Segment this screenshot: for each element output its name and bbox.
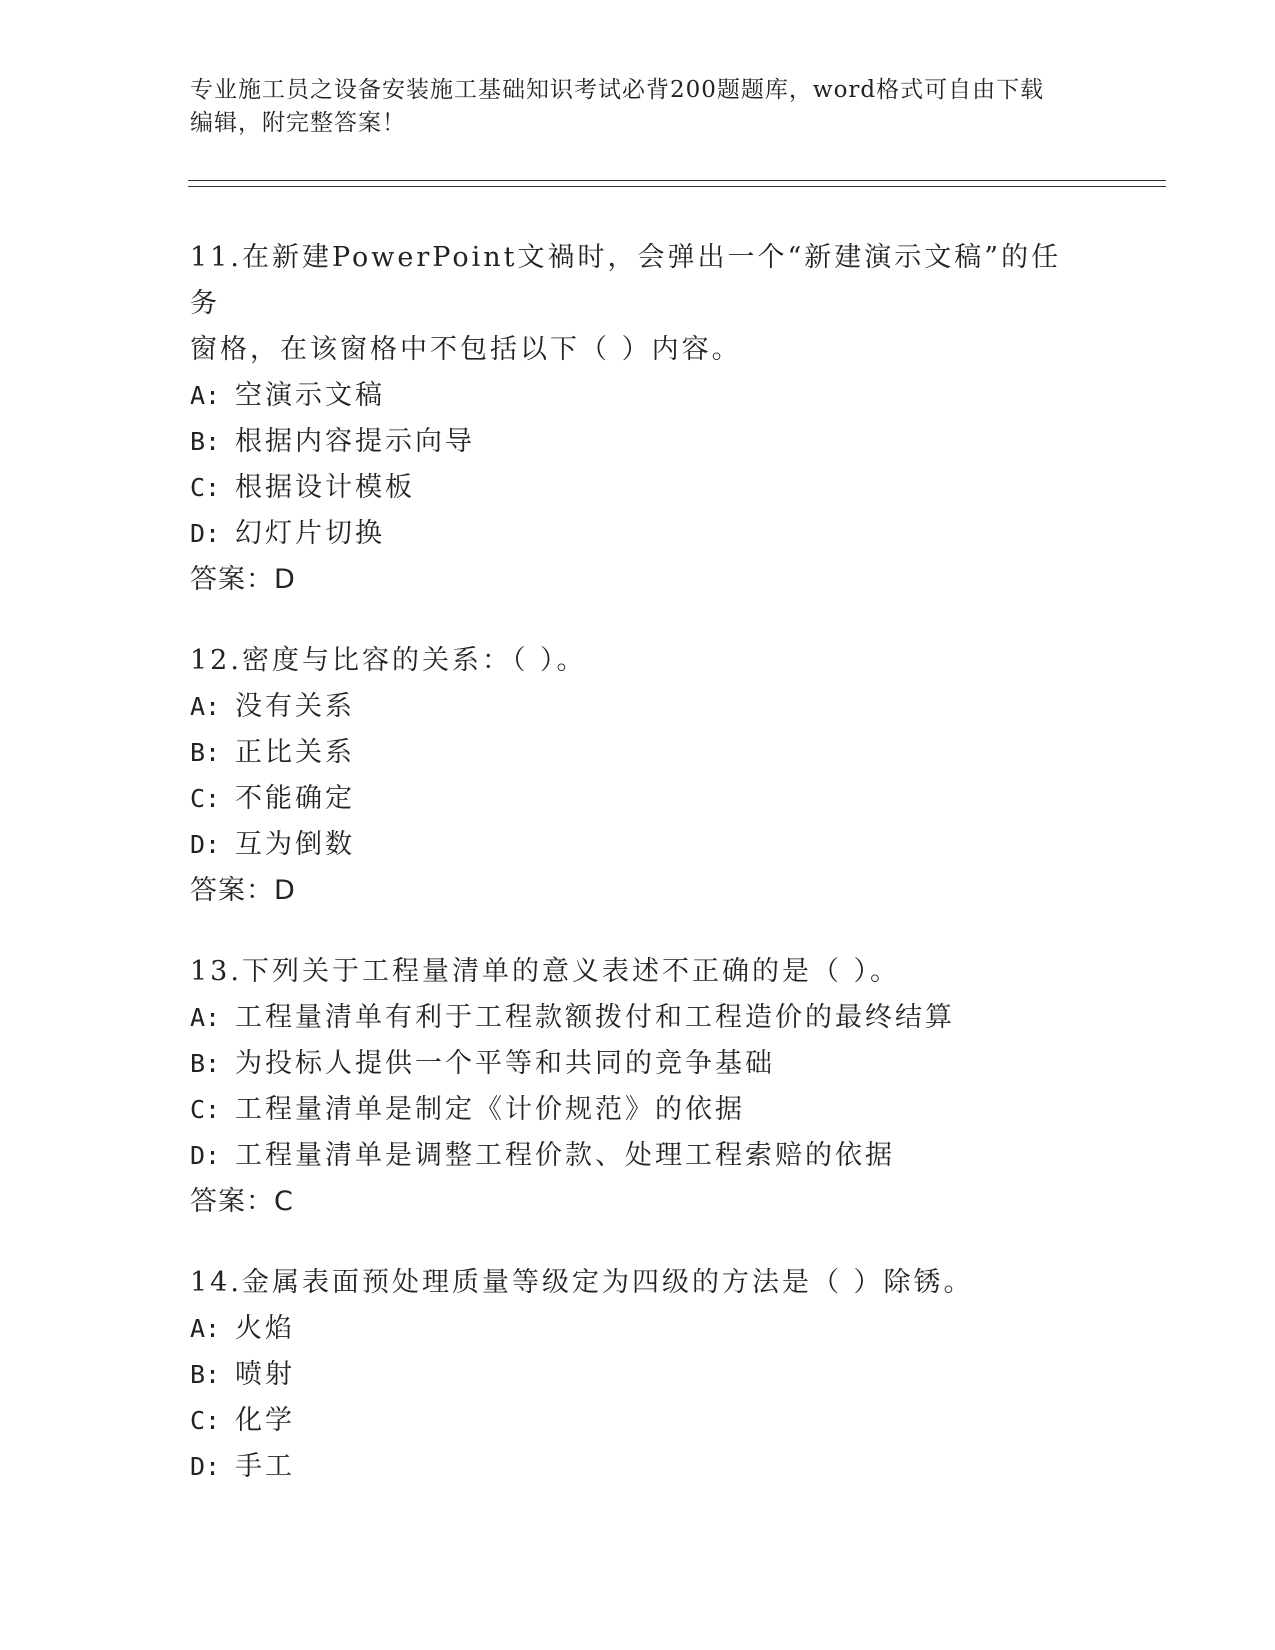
option-b: [190, 730, 1090, 776]
option-text: 没有关系: [235, 691, 355, 722]
option-d: [190, 822, 1090, 868]
answer-line: 答案：D: [190, 875, 296, 906]
option-a: [190, 684, 1090, 730]
option-text: 火焰: [235, 1313, 295, 1344]
option-key: C:: [190, 1406, 221, 1435]
question-stem: [190, 638, 1090, 684]
option-key: A:: [190, 1003, 221, 1032]
option-key: D:: [190, 1452, 221, 1481]
option-key: B:: [190, 1049, 221, 1078]
option-c: [190, 465, 1090, 511]
question-11: [190, 235, 1090, 603]
document-header: [190, 74, 1090, 140]
option-key: D:: [190, 1141, 221, 1170]
header-line-2: 编辑，附完整答案！: [190, 110, 406, 136]
option-text: 工程量清单是制定《计价规范》的依据: [235, 1094, 745, 1125]
option-key: A:: [190, 692, 221, 721]
option-text: 互为倒数: [235, 829, 355, 860]
question-13: [190, 949, 1090, 1225]
question-number: 14.: [190, 1267, 242, 1298]
option-text: 正比关系: [235, 737, 355, 768]
option-b: [190, 419, 1090, 465]
option-c: [190, 1087, 1090, 1133]
option-key: D:: [190, 830, 221, 859]
option-a: [190, 1306, 1090, 1352]
question-text: 下列关于工程量清单的意义表述不正确的是（ ）。: [241, 956, 901, 987]
option-d: [190, 1133, 1090, 1179]
option-key: B:: [190, 738, 221, 767]
question-number: 11.: [190, 242, 242, 273]
option-a: [190, 995, 1090, 1041]
option-text: 化学: [235, 1405, 295, 1436]
option-text: 不能确定: [235, 783, 355, 814]
option-text: 根据内容提示向导: [235, 426, 475, 457]
question-stem: [190, 235, 1090, 327]
option-text: 根据设计模板: [235, 472, 415, 503]
option-key: B:: [190, 1360, 221, 1389]
option-c: [190, 776, 1090, 822]
header-divider-bottom: [188, 186, 1166, 187]
option-text: 空演示文稿: [235, 380, 385, 411]
question-stem: [190, 1260, 1090, 1306]
option-c: [190, 1398, 1090, 1444]
option-text: 喷射: [235, 1359, 295, 1390]
option-d: [190, 1444, 1090, 1490]
question-number: 12.: [190, 645, 242, 676]
question-list: [190, 235, 1090, 1525]
option-b: [190, 1352, 1090, 1398]
option-text: 为投标人提供一个平等和共同的竞争基础: [235, 1048, 775, 1079]
option-text: 工程量清单是调整工程价款、处理工程索赔的依据: [235, 1140, 895, 1171]
question-14: [190, 1260, 1090, 1490]
header-divider-top: [188, 180, 1166, 181]
option-key: A:: [190, 1314, 221, 1343]
option-b: [190, 1041, 1090, 1087]
header-line-1: 专业施工员之设备安装施工基础知识考试必背200题题库，word格式可自由下载: [190, 77, 1045, 103]
question-stem-continued: 窗格，在该窗格中不包括以下（ ）内容。: [190, 334, 742, 365]
question-12: [190, 638, 1090, 914]
option-key: C:: [190, 473, 221, 502]
option-a: [190, 373, 1090, 419]
question-stem: [190, 949, 1090, 995]
answer-line: 答案：C: [190, 1186, 294, 1217]
question-text: 在新建PowerPoint文禍时，会弹出一个“新建演示文稿”的任务: [190, 242, 1062, 319]
option-key: B:: [190, 427, 221, 456]
answer-line: 答案：D: [190, 564, 296, 595]
question-text: 金属表面预处理质量等级定为四级的方法是（ ）除锈。: [241, 1267, 974, 1298]
question-number: 13.: [190, 956, 242, 987]
option-key: A:: [190, 381, 221, 410]
option-text: 工程量清单有利于工程款额拨付和工程造价的最终结算: [235, 1002, 955, 1033]
option-key: C:: [190, 784, 221, 813]
option-key: D:: [190, 519, 221, 548]
option-text: 幻灯片切换: [235, 518, 385, 549]
option-text: 手工: [235, 1451, 295, 1482]
option-key: C:: [190, 1095, 221, 1124]
question-text: 密度与比容的关系：（ ）。: [241, 645, 587, 676]
option-d: [190, 511, 1090, 557]
